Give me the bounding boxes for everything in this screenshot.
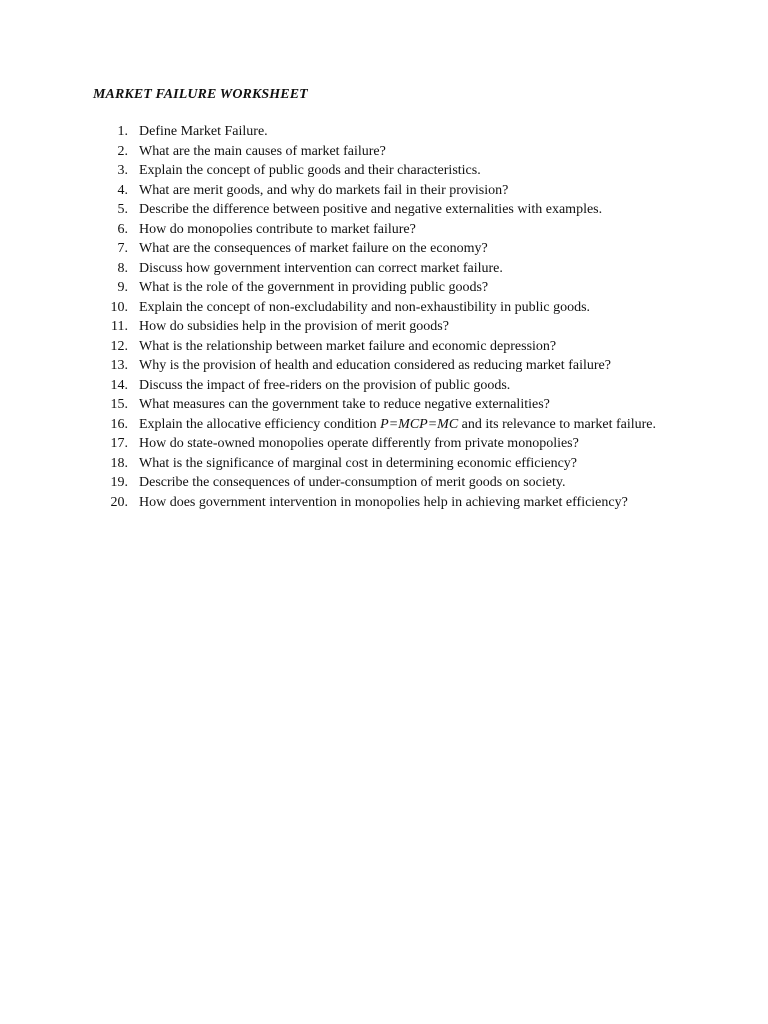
question-number: 8. <box>117 260 128 276</box>
question-item-20 <box>0 493 768 513</box>
question-number: 14. <box>110 377 128 393</box>
question-number: 12. <box>110 338 128 354</box>
question-text: What are the main causes of market failure? <box>139 143 386 159</box>
question-text: How do subsidies help in the provision of merit goods? <box>139 319 449 334</box>
question-text: Discuss the impact of free-riders on the provision of public goods. <box>139 377 511 393</box>
question-item-9 <box>0 278 768 298</box>
question-number: 4. <box>117 182 128 198</box>
question-item-11 <box>0 317 768 337</box>
question-number: 9. <box>117 280 128 295</box>
question-item-19 <box>0 473 768 493</box>
question-number: 13. <box>110 358 128 373</box>
question-item-4 <box>0 181 768 201</box>
question-item-14 <box>0 376 768 396</box>
question-item-13 <box>0 356 768 376</box>
question-text: What measures can the government take to reduce negative externalities? <box>139 397 550 412</box>
question-number: 10. <box>110 299 128 315</box>
question-item-15 <box>0 395 768 415</box>
question-number: 20. <box>110 494 128 510</box>
question-item-10 <box>0 298 768 318</box>
question-item-1 <box>0 122 768 142</box>
question-number: 17. <box>110 436 128 451</box>
question-number: 6. <box>117 221 128 237</box>
question-number: 15. <box>110 397 128 412</box>
question-item-12 <box>0 337 768 357</box>
question-text: What are the consequences of market failure on the economy? <box>139 241 488 256</box>
question-number: 1. <box>117 124 128 139</box>
question-number: 19. <box>110 475 128 490</box>
question-number: 3. <box>117 163 128 178</box>
question-text: Explain the concept of non-excludability and non-exhaustibility in public goods. <box>139 299 591 315</box>
question-number: 18. <box>110 455 128 471</box>
question-text: Why is the provision of health and education considered as reducing market failure? <box>139 358 611 373</box>
question-number: 16. <box>110 416 128 432</box>
question-item-16 <box>0 415 768 435</box>
question-item-3 <box>0 161 768 181</box>
question-text-before: Explain the allocative efficiency condition <box>139 416 381 432</box>
question-text-after: and its relevance to market failure. <box>458 416 657 432</box>
question-number: 2. <box>117 143 128 159</box>
question-item-18 <box>0 454 768 474</box>
question-item-8 <box>0 259 768 279</box>
question-item-5 <box>0 200 768 220</box>
question-text: Discuss how government intervention can correct market failure. <box>139 260 503 276</box>
question-text: How do state-owned monopolies operate differently from private monopolies? <box>139 436 579 451</box>
question-item-17 <box>0 434 768 454</box>
question-text: How does government intervention in monopolies help in achieving market efficiency? <box>139 494 628 510</box>
question-item-7 <box>0 239 768 259</box>
question-text: Explain the concept of public goods and their characteristics. <box>139 163 481 178</box>
question-number: 5. <box>117 202 128 217</box>
worksheet-title: MARKET FAILURE WORKSHEET <box>93 87 308 102</box>
question-text: What is the role of the government in providing public goods? <box>139 280 489 295</box>
question-text: What is the significance of marginal cost in determining economic efficiency? <box>139 455 577 471</box>
question-number: 11. <box>111 319 128 334</box>
question-text: Describe the difference between positive and negative externalities with examples. <box>139 202 603 217</box>
question-item-2 <box>0 142 768 162</box>
question-text <box>139 415 665 435</box>
question-list <box>0 122 768 512</box>
question-text: How do monopolies contribute to market failure? <box>139 221 416 237</box>
question-item-6 <box>0 220 768 240</box>
question-text: What is the relationship between market failure and economic depression? <box>139 338 557 354</box>
question-text: Describe the consequences of under-consumption of merit goods on society. <box>139 475 566 490</box>
efficiency-formula: P=MCP=MC <box>380 416 459 432</box>
question-number: 7. <box>117 241 128 256</box>
question-text: What are merit goods, and why do markets fail in their provision? <box>139 182 509 198</box>
question-text: Define Market Failure. <box>139 124 268 139</box>
